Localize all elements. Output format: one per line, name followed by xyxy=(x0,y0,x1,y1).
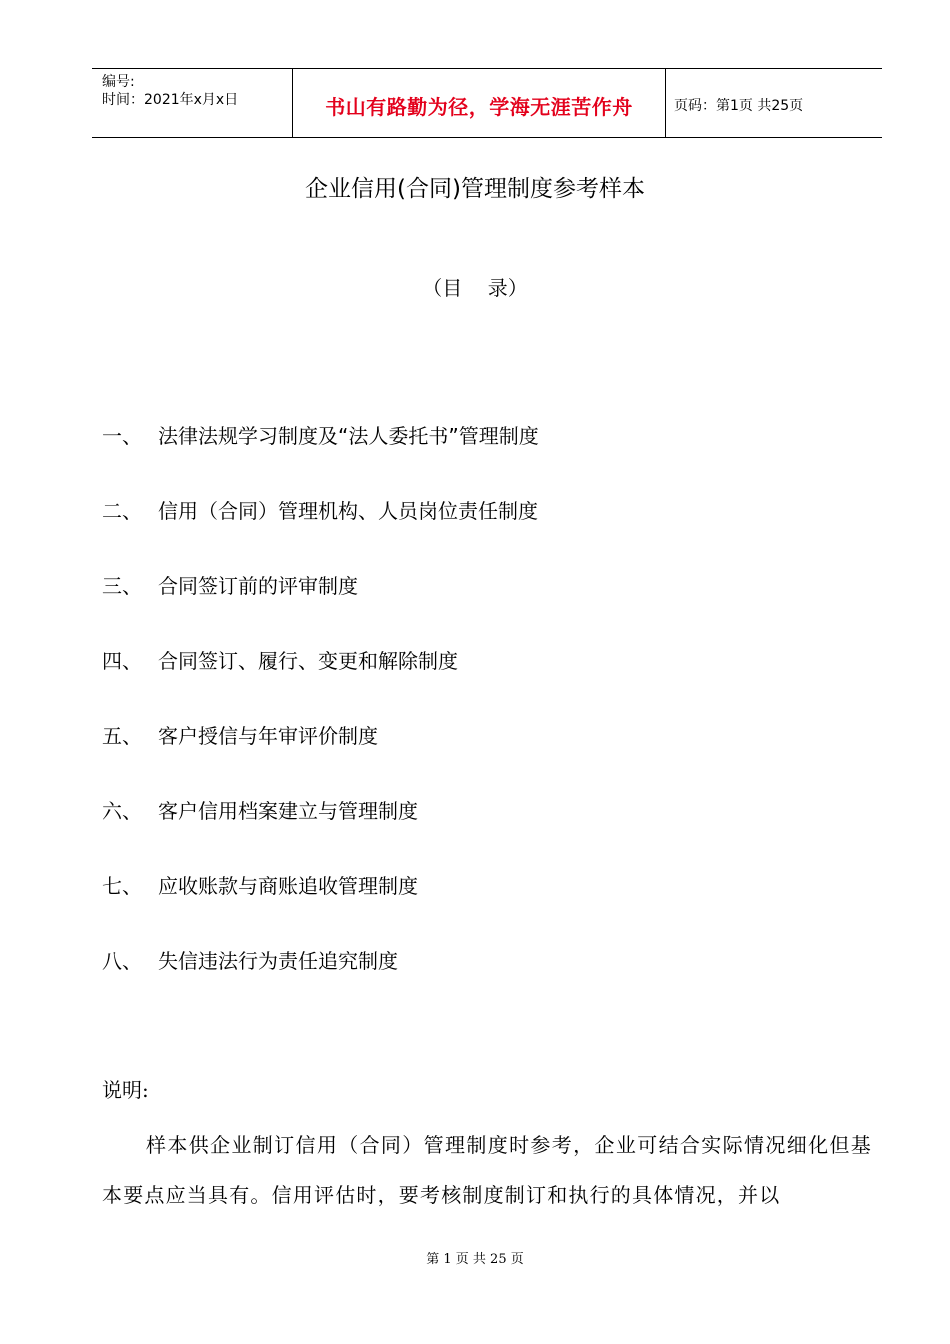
toc-item xyxy=(102,420,539,495)
toc-item-number: 七、 xyxy=(102,874,142,898)
document-title: 企业信用(合同)管理制度参考样本 xyxy=(305,176,645,202)
toc-item xyxy=(102,945,539,1020)
toc-item-text: 法律法规学习制度及“法人委托书”管理制度 xyxy=(158,424,539,448)
toc-item-number: 一、 xyxy=(102,424,142,448)
note-paragraph: 样本供企业制订信用（合同）管理制度时参考，企业可结合实际情况细化但基本要点应当具有。信用评估时，要考核制度制订和执行的具体情况，并以 xyxy=(102,1133,872,1207)
toc-item xyxy=(102,795,539,870)
toc-item xyxy=(102,870,539,945)
header-page-cell xyxy=(666,69,882,137)
toc-item-text: 失信违法行为责任追究制度 xyxy=(158,949,398,973)
toc-item xyxy=(102,645,539,720)
toc-item-number: 四、 xyxy=(102,649,142,673)
toc-item-text: 合同签订前的评审制度 xyxy=(158,574,358,598)
toc-item-text: 客户信用档案建立与管理制度 xyxy=(158,799,418,823)
page-footer: 第 1 页 共 25 页 xyxy=(426,1252,524,1267)
header-motto: 书山有路勤为径，学海无涯苦作舟 xyxy=(325,95,633,119)
toc-title: （目 录） xyxy=(422,276,528,300)
toc-item xyxy=(102,720,539,795)
toc-item-text: 应收账款与商账追收管理制度 xyxy=(158,874,418,898)
toc-item-text: 合同签订、履行、变更和解除制度 xyxy=(158,649,458,673)
page-header xyxy=(92,68,882,138)
document-time-label: 时间：2021年x月x日 xyxy=(102,92,239,108)
toc-item xyxy=(102,570,539,645)
document-number-label: 编号: xyxy=(102,74,135,90)
table-of-contents xyxy=(102,420,539,1020)
note-label: 说明: xyxy=(102,1078,149,1102)
toc-item-text: 客户授信与年审评价制度 xyxy=(158,724,378,748)
toc-item-number: 二、 xyxy=(102,499,142,523)
toc-item-number: 八、 xyxy=(102,949,142,973)
header-motto-cell xyxy=(292,69,666,137)
toc-item-number: 五、 xyxy=(102,724,142,748)
toc-item-number: 三、 xyxy=(102,574,142,598)
toc-item xyxy=(102,495,539,570)
toc-item-number: 六、 xyxy=(102,799,142,823)
header-page-info: 页码：第1页 共25页 xyxy=(674,98,804,114)
toc-item-text: 信用（合同）管理机构、人员岗位责任制度 xyxy=(158,499,538,523)
header-meta xyxy=(92,69,292,137)
